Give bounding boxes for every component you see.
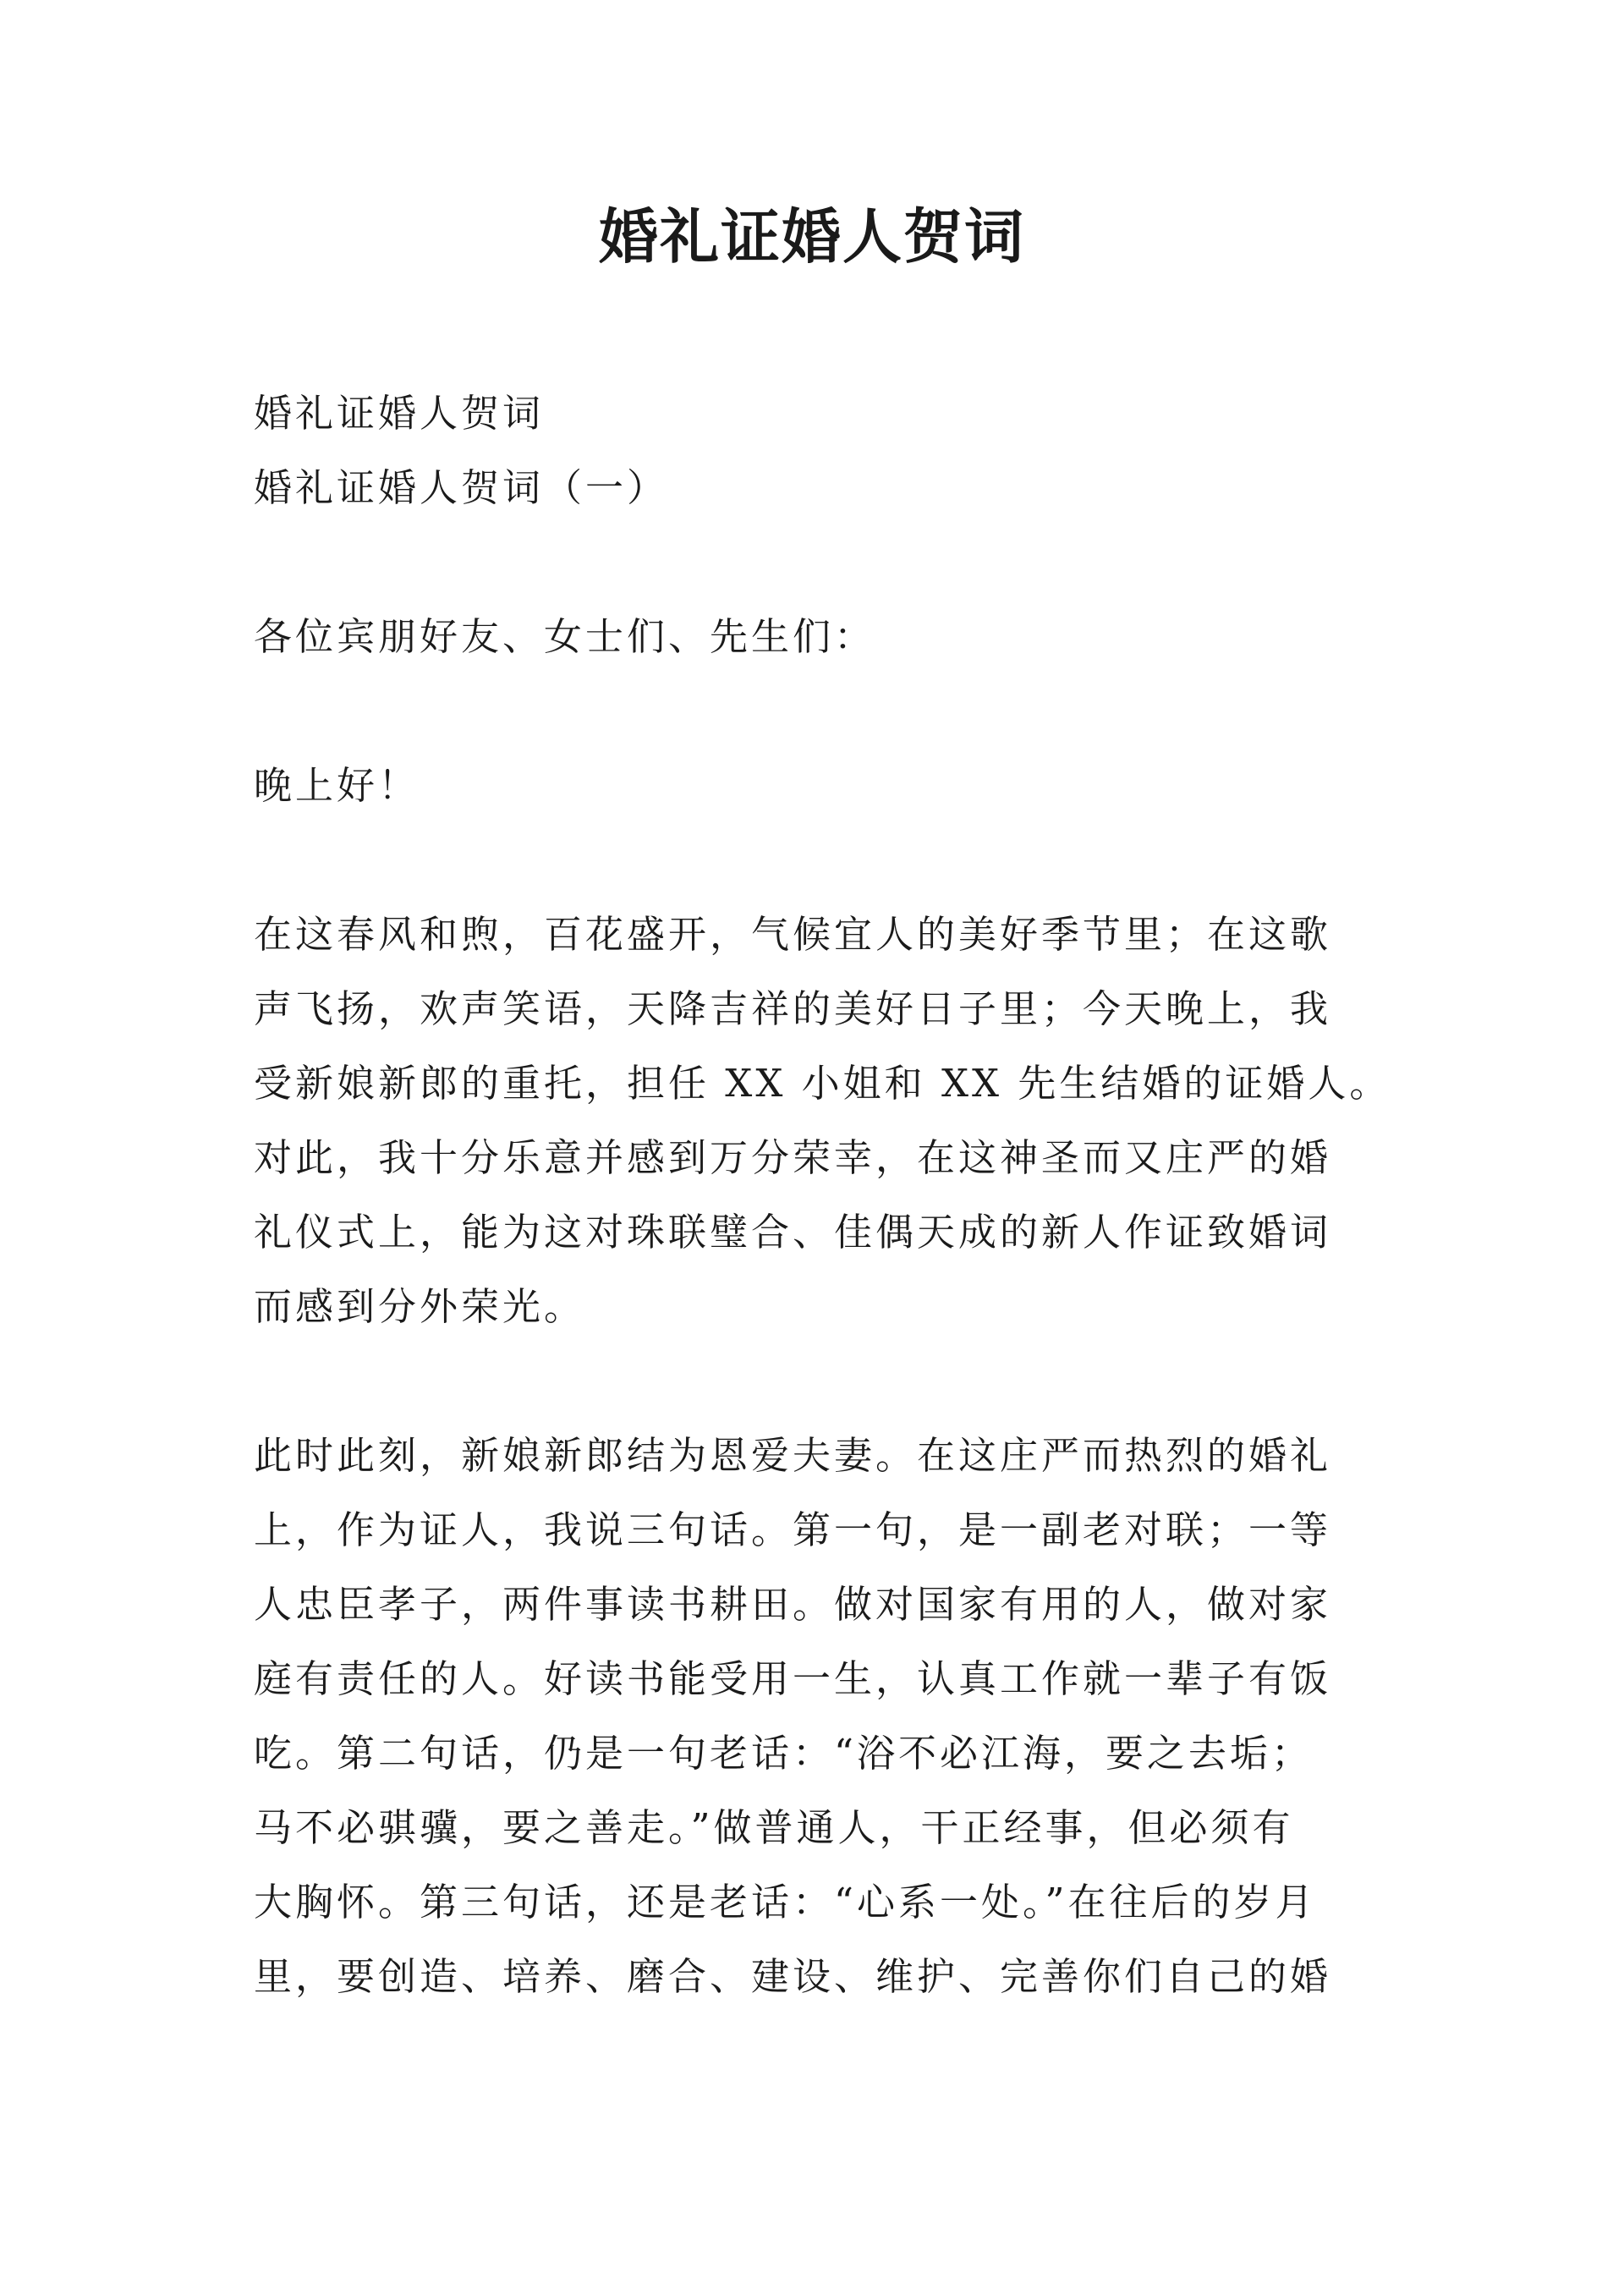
document-title: 婚礼证婚人贺词 bbox=[599, 201, 1025, 272]
paragraph-line: 在这春风和煦，百花盛开，气候宜人的美好季节里；在这歌 bbox=[254, 912, 1332, 957]
spacer bbox=[254, 674, 1404, 749]
salutation: 各位宾朋好友、女士们、先生们： bbox=[254, 614, 876, 659]
paragraph-line: 里，要创造、培养、磨合、建设、维护、完善你们自己的婚 bbox=[254, 1954, 1332, 1999]
spacer bbox=[254, 1344, 1404, 1419]
paragraph-line: 受新娘新郎的重托，担任 XX 小姐和 XX 先生结婚的证婚人。 bbox=[254, 1061, 1391, 1106]
paragraph-line: 声飞扬，欢声笑语，天降吉祥的美好日子里；今天晚上，我 bbox=[254, 986, 1332, 1031]
paragraph-line: 庭有责任的人。好读书能受用一生，认真工作就一辈子有饭 bbox=[254, 1656, 1332, 1701]
spacer bbox=[254, 823, 1404, 898]
paragraph-line: 对此，我十分乐意并感到万分荣幸，在这神圣而又庄严的婚 bbox=[254, 1135, 1332, 1180]
paragraph-2 bbox=[254, 1419, 1404, 2014]
paragraph-line: 马不必骐骥，要之善走。”做普通人，干正经事，但必须有 bbox=[254, 1805, 1294, 1850]
paragraph-line: 礼仪式上，能为这对珠联璧合、佳偶天成的新人作证致婚词 bbox=[254, 1210, 1332, 1255]
paragraph-line: 吃。第二句话，仍是一句老话：“浴不必江海，要之去垢； bbox=[254, 1731, 1314, 1776]
paragraph-line: 而感到分外荣光。 bbox=[254, 1284, 586, 1329]
paragraph-line: 大胸怀。第三句话，还是老话：“心系一处。”在往后的岁月 bbox=[254, 1880, 1317, 1924]
greeting: 晚上好！ bbox=[254, 763, 420, 808]
paragraph-1 bbox=[254, 898, 1404, 1344]
document-body bbox=[254, 376, 1404, 2014]
spacer bbox=[254, 525, 1404, 600]
paragraph-line: 此时此刻，新娘新郎结为恩爱夫妻。在这庄严而热烈的婚礼 bbox=[254, 1433, 1332, 1478]
paragraph-line: 人忠臣孝子，两件事读书耕田。做对国家有用的人，做对家 bbox=[254, 1582, 1332, 1627]
subtitle-line: 婚礼证婚人贺词 bbox=[254, 391, 545, 436]
paragraph-line: 上，作为证人，我说三句话。第一句，是一副老对联；一等 bbox=[254, 1507, 1332, 1552]
subtitle-line: 婚礼证婚人贺词（一） bbox=[254, 465, 669, 510]
